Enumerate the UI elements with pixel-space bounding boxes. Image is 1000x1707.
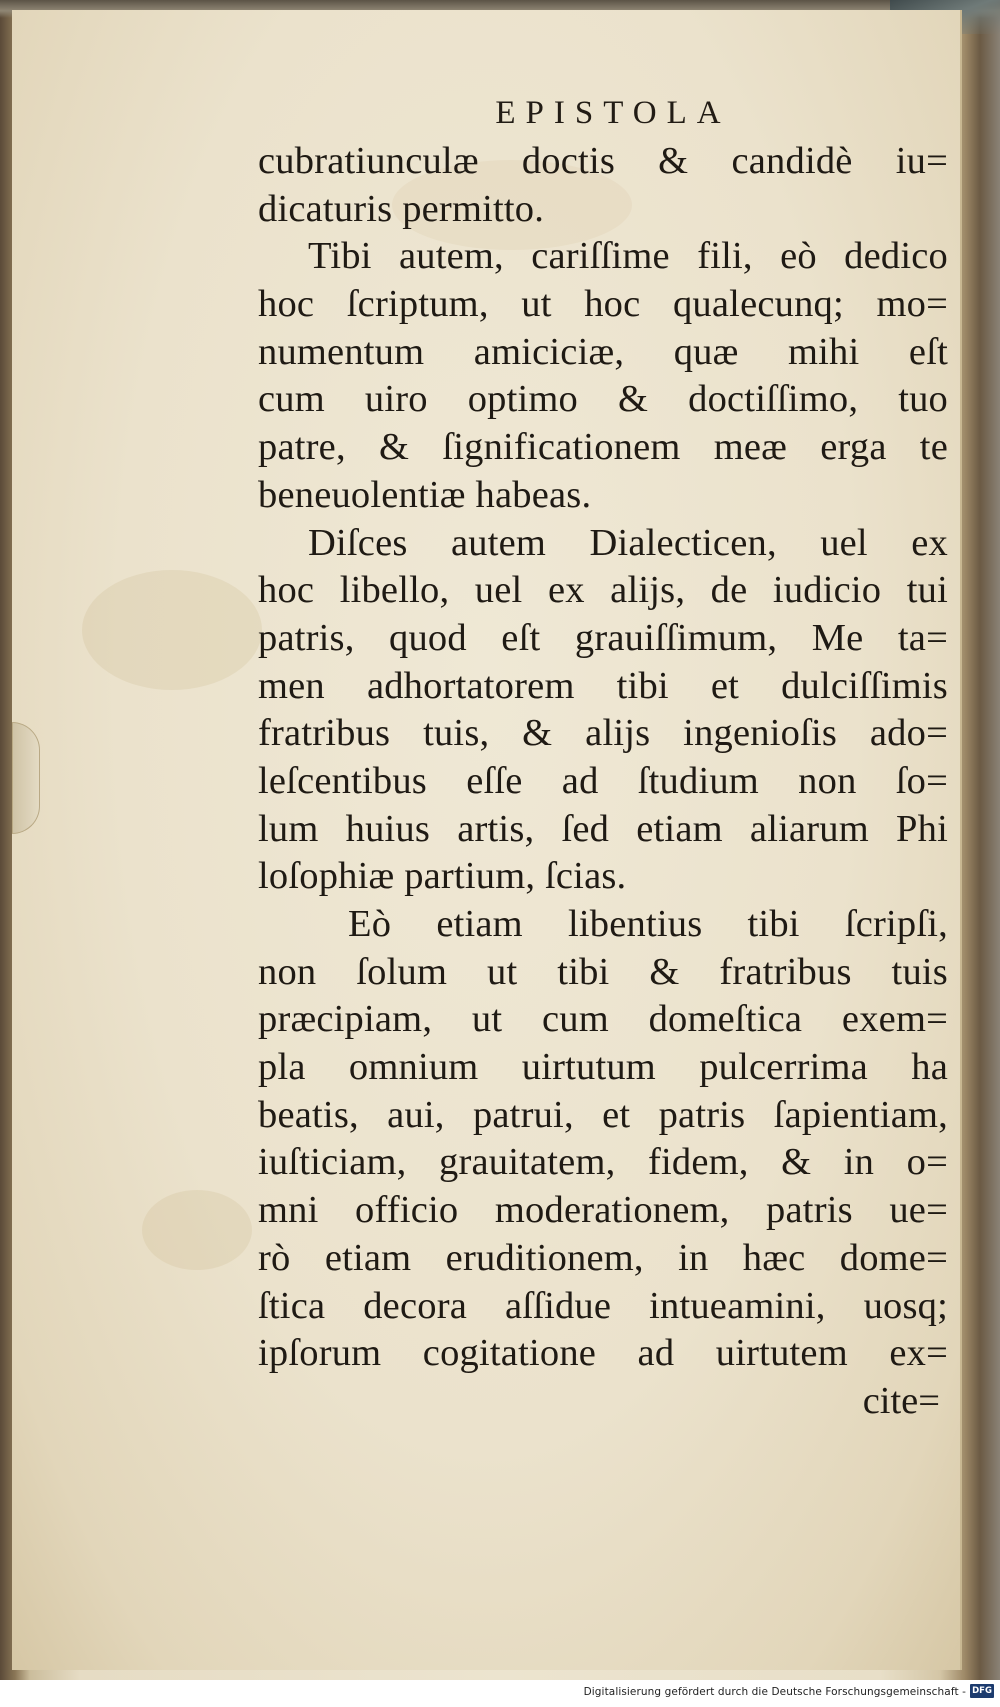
text-line: Tibi autem, cariſſime fili, eò dedico xyxy=(308,235,948,278)
text-line: præcipiam, ut cum domeſtica exem= xyxy=(258,998,948,1041)
text-line: beneuolentiæ habeas. xyxy=(258,473,592,516)
text-line: loſophiæ partium, ſcias. xyxy=(258,855,627,898)
text-line: lum huius artis, ſed etiam aliarum Phi xyxy=(258,807,948,850)
text-line: cum uiro optimo & doctiſſimo, tuo xyxy=(258,378,948,421)
text-lines xyxy=(258,138,948,1378)
text-line: ſtica decora aſſidue intueamini, uosq; xyxy=(258,1284,948,1327)
binding-clip xyxy=(12,722,40,834)
text-line: beatis, aui, patrui, et patris ſapientiam, xyxy=(258,1093,948,1136)
text-line: dicaturis permitto. xyxy=(258,187,545,230)
text-block xyxy=(258,90,948,1426)
text-line: iuſticiam, grauitatem, fidem, & in o= xyxy=(258,1141,948,1184)
dfg-logo: DFG xyxy=(970,1684,994,1698)
text-line: pla omnium uirtutum pulcerrima ha xyxy=(258,1046,948,1089)
text-line: Diſces autem Dialecticen, uel ex xyxy=(308,521,948,564)
text-line: non ſolum ut tibi & fratribus tuis xyxy=(258,950,948,993)
paper-stain xyxy=(82,570,262,690)
text-line: patre, & ſignificationem meæ erga te xyxy=(258,426,948,469)
text-line: men adhortatorem tibi et dulciſſimis xyxy=(258,664,948,707)
text-line: leſcentibus eſſe ad ſtudium non ſo= xyxy=(258,759,948,802)
text-line: Eò etiam libentius tibi ſcripſi, xyxy=(348,903,948,945)
text-line: rò etiam eruditionem, in hæc dome= xyxy=(258,1236,948,1279)
text-line: numentum amiciciæ, quæ mihi eſt xyxy=(258,330,948,373)
catchword: cite= xyxy=(862,1379,940,1422)
running-head: EPISTOLA xyxy=(495,95,731,131)
text-line: mni officio moderationem, patris ue= xyxy=(258,1189,948,1232)
text-line: hoc ſcriptum, ut hoc qualecunq; mo= xyxy=(258,283,948,326)
funding-credit: Digitalisierung gefördert durch die Deutsche Forschungsgemeinschaft - xyxy=(583,1686,966,1698)
text-line: ipſorum cogitatione ad uirtutem ex= xyxy=(258,1332,948,1375)
paper-stain xyxy=(142,1190,252,1270)
text-line: patris, quod eſt grauiſſimum, Me ta= xyxy=(258,616,948,659)
text-line: cubratiunculæ doctis & candidè iu= xyxy=(258,140,948,182)
text-line: fratribus tuis, & aliјs ingenioſis ado= xyxy=(258,712,948,755)
text-line: hoc libello, uel ex aliјs, de iudicio tui xyxy=(258,569,948,612)
